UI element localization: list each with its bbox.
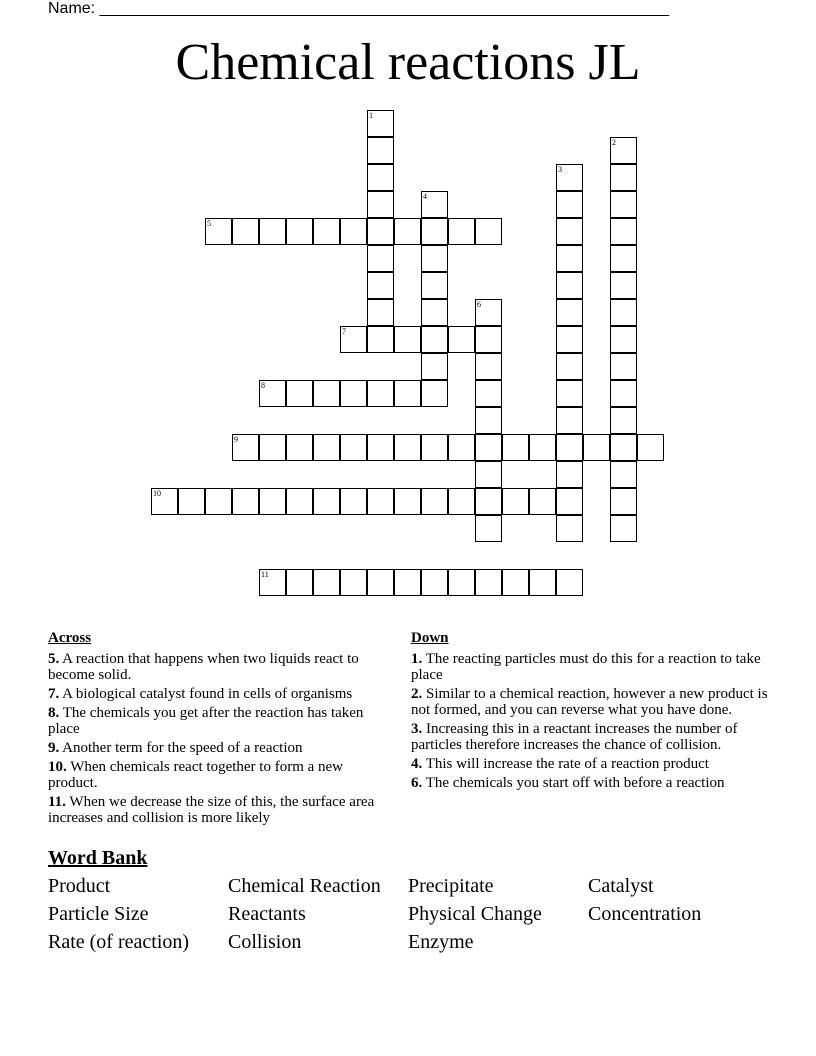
clue-text: When chemicals react together to form a new product. — [48, 759, 344, 791]
clue-text: Similar to a chemical reaction, however a new product is not formed, and you can reverse what you have done. — [411, 686, 768, 718]
crossword-cell[interactable] — [556, 434, 583, 461]
crossword-cell[interactable] — [340, 569, 367, 596]
crossword-cell[interactable] — [394, 569, 421, 596]
down-clue-list — [411, 651, 771, 791]
clue-number-label: 6. — [411, 775, 423, 791]
crossword-cell[interactable] — [367, 434, 394, 461]
clue-number-label: 3. — [411, 721, 423, 737]
crossword-cell[interactable] — [367, 245, 394, 272]
crossword-cell[interactable] — [529, 434, 556, 461]
crossword-cell[interactable] — [610, 299, 637, 326]
crossword-cell[interactable] — [367, 488, 394, 515]
crossword-cell[interactable] — [313, 218, 340, 245]
word-bank-item: Physical Change — [408, 903, 542, 925]
crossword-cell[interactable] — [556, 299, 583, 326]
word-bank-item: Reactants — [228, 903, 306, 925]
crossword-cell[interactable] — [259, 488, 286, 515]
clue-number: 1 — [369, 111, 373, 120]
crossword-cell[interactable] — [259, 569, 286, 596]
page-title: Chemical reactions JL — [175, 34, 641, 91]
down-heading: Down — [411, 630, 449, 646]
crossword-cell[interactable] — [421, 272, 448, 299]
crossword-cell[interactable] — [610, 272, 637, 299]
crossword-cell[interactable] — [313, 488, 340, 515]
crossword-cell[interactable] — [610, 218, 637, 245]
crossword-cell[interactable] — [313, 380, 340, 407]
across-clue — [48, 651, 388, 683]
word-bank-item: Concentration — [588, 903, 702, 925]
crossword-cell[interactable] — [151, 488, 178, 515]
crossword-cell[interactable] — [421, 569, 448, 596]
crossword-cell[interactable] — [313, 569, 340, 596]
clue-number-label: 1. — [411, 651, 423, 667]
word-bank — [48, 872, 768, 956]
clue-number: 3 — [558, 165, 562, 174]
crossword-cell[interactable] — [448, 569, 475, 596]
down-clues — [411, 630, 771, 794]
crossword-cell[interactable] — [394, 434, 421, 461]
word-bank-item: Product — [48, 875, 111, 897]
crossword-cell[interactable] — [502, 434, 529, 461]
crossword-cell[interactable] — [610, 326, 637, 353]
word-bank-item: Catalyst — [588, 875, 654, 897]
crossword-cell[interactable] — [394, 218, 421, 245]
crossword-cell[interactable] — [367, 110, 394, 137]
crossword-cell[interactable] — [259, 218, 286, 245]
word-bank-item: Chemical Reaction — [228, 875, 381, 897]
crossword-cell[interactable] — [610, 137, 637, 164]
crossword-cell[interactable] — [556, 569, 583, 596]
crossword-cell[interactable] — [529, 488, 556, 515]
crossword-cell[interactable] — [475, 461, 502, 488]
down-clue — [411, 721, 771, 753]
crossword-cell[interactable] — [286, 218, 313, 245]
crossword-cell[interactable] — [367, 272, 394, 299]
crossword-cell[interactable] — [475, 515, 502, 542]
crossword-cell[interactable] — [475, 326, 502, 353]
word-bank-item: Precipitate — [408, 875, 494, 897]
crossword-cell[interactable] — [421, 434, 448, 461]
crossword-cell[interactable] — [448, 434, 475, 461]
crossword-cell[interactable] — [610, 461, 637, 488]
clue-text: The reacting particles must do this for a reaction to take place — [411, 651, 761, 683]
crossword-cell[interactable] — [475, 569, 502, 596]
word-bank-heading: Word Bank — [48, 847, 148, 869]
crossword-cell[interactable] — [610, 245, 637, 272]
clue-number: 8 — [261, 381, 265, 390]
crossword-cell[interactable] — [178, 488, 205, 515]
crossword-cell[interactable] — [556, 488, 583, 515]
down-clue — [411, 775, 771, 791]
crossword-cell[interactable] — [610, 407, 637, 434]
clue-number: 5 — [207, 219, 211, 228]
crossword-cell[interactable] — [610, 488, 637, 515]
clue-number-label: 11. — [48, 794, 66, 810]
crossword-cell[interactable] — [367, 569, 394, 596]
crossword-cell[interactable] — [367, 299, 394, 326]
crossword-cell[interactable] — [367, 164, 394, 191]
crossword-cell[interactable] — [475, 218, 502, 245]
crossword-cell[interactable] — [529, 569, 556, 596]
clue-number: 10 — [153, 489, 161, 498]
crossword-cell[interactable] — [475, 407, 502, 434]
down-clue — [411, 651, 771, 683]
clue-text: Increasing this in a reactant increases the number of particles therefore increases the chance of collision. — [411, 721, 738, 753]
crossword-cell[interactable] — [556, 245, 583, 272]
clue-text: When we decrease the size of this, the surface area increases and collision is more likely — [48, 794, 375, 826]
crossword-cell[interactable] — [340, 488, 367, 515]
crossword-cell[interactable] — [340, 218, 367, 245]
crossword-cell[interactable] — [448, 488, 475, 515]
word-bank-item: Particle Size — [48, 903, 149, 925]
crossword-cell[interactable] — [286, 434, 313, 461]
crossword-cell[interactable] — [286, 380, 313, 407]
crossword-cell[interactable] — [394, 326, 421, 353]
clue-number: 9 — [234, 435, 238, 444]
down-clue — [411, 686, 771, 718]
crossword-cell[interactable] — [556, 461, 583, 488]
across-clues — [48, 630, 388, 829]
crossword-cell[interactable] — [205, 218, 232, 245]
clue-number-label: 8. — [48, 705, 60, 721]
crossword-cell[interactable] — [205, 488, 232, 515]
across-heading: Across — [48, 630, 92, 646]
crossword-cell[interactable] — [421, 353, 448, 380]
crossword-cell[interactable] — [637, 434, 664, 461]
crossword-cell[interactable] — [502, 488, 529, 515]
crossword-cell[interactable] — [610, 353, 637, 380]
crossword-cell[interactable] — [232, 488, 259, 515]
crossword-cell[interactable] — [610, 164, 637, 191]
crossword-cell[interactable] — [583, 434, 610, 461]
clue-number: 7 — [342, 327, 346, 336]
clue-number: 4 — [423, 192, 427, 201]
crossword-cell[interactable] — [556, 515, 583, 542]
crossword-cell[interactable] — [421, 380, 448, 407]
crossword-cell[interactable] — [367, 137, 394, 164]
crossword-cell[interactable] — [556, 407, 583, 434]
crossword-cell[interactable] — [556, 164, 583, 191]
crossword-cell[interactable] — [232, 434, 259, 461]
clue-number: 6 — [477, 300, 481, 309]
across-clue — [48, 740, 388, 756]
across-clue-list — [48, 651, 388, 826]
crossword-cell[interactable] — [394, 380, 421, 407]
clue-number-label: 4. — [411, 756, 423, 772]
clue-number-label: 7. — [48, 686, 60, 702]
crossword-cell[interactable] — [367, 218, 394, 245]
clue-number-label: 10. — [48, 759, 67, 775]
clue-number: 2 — [612, 138, 616, 147]
crossword-cell[interactable] — [286, 488, 313, 515]
crossword-cell[interactable] — [421, 488, 448, 515]
crossword-cell[interactable] — [610, 434, 637, 461]
crossword-cell[interactable] — [259, 380, 286, 407]
across-clue — [48, 686, 388, 702]
crossword-cell[interactable] — [232, 218, 259, 245]
crossword-cell[interactable] — [367, 380, 394, 407]
crossword-cell[interactable] — [394, 488, 421, 515]
clue-text: The chemicals you get after the reaction has taken place — [48, 705, 364, 737]
clue-number-label: 9. — [48, 740, 60, 756]
crossword-cell[interactable] — [556, 380, 583, 407]
clue-number-label: 2. — [411, 686, 423, 702]
name-field[interactable]: Name: ________________________________________________________________ — [48, 0, 670, 17]
across-clue — [48, 794, 388, 826]
crossword-cell[interactable] — [475, 434, 502, 461]
crossword-cell[interactable] — [556, 191, 583, 218]
crossword-cell[interactable] — [421, 218, 448, 245]
clue-text: Another term for the speed of a reaction — [59, 740, 303, 756]
word-bank-item: Rate (of reaction) — [48, 931, 190, 953]
crossword-cell[interactable] — [286, 569, 313, 596]
crossword-cell[interactable] — [340, 380, 367, 407]
clue-number: 11 — [261, 570, 269, 579]
crossword-cell[interactable] — [556, 353, 583, 380]
crossword-cell[interactable] — [448, 218, 475, 245]
crossword-cell[interactable] — [556, 326, 583, 353]
crossword-cell[interactable] — [367, 191, 394, 218]
clue-number-label: 5. — [48, 651, 60, 667]
word-bank-item: Collision — [228, 931, 302, 953]
crossword-cell[interactable] — [340, 434, 367, 461]
crossword-cell[interactable] — [556, 218, 583, 245]
clue-text: This will increase the rate of a reaction product — [422, 756, 709, 772]
crossword-cell[interactable] — [475, 380, 502, 407]
crossword-cell[interactable] — [259, 434, 286, 461]
crossword-cell[interactable] — [421, 326, 448, 353]
crossword-cell[interactable] — [421, 245, 448, 272]
crossword-cell[interactable] — [475, 299, 502, 326]
crossword-cell[interactable] — [340, 326, 367, 353]
across-clue — [48, 759, 388, 791]
crossword-cell[interactable] — [448, 326, 475, 353]
crossword-cell[interactable] — [421, 299, 448, 326]
crossword-cell[interactable] — [610, 380, 637, 407]
across-clue — [48, 705, 388, 737]
crossword-cell[interactable] — [367, 326, 394, 353]
crossword-cell[interactable] — [610, 515, 637, 542]
crossword-cell[interactable] — [610, 191, 637, 218]
clue-text: A biological catalyst found in cells of organisms — [59, 686, 353, 702]
crossword-cell[interactable] — [475, 488, 502, 515]
crossword-cell[interactable] — [475, 353, 502, 380]
crossword-cell[interactable] — [556, 272, 583, 299]
clue-text: A reaction that happens when two liquids react to become solid. — [48, 651, 359, 683]
down-clue — [411, 756, 771, 772]
crossword-cell[interactable] — [502, 569, 529, 596]
word-bank-item: Enzyme — [408, 931, 474, 953]
crossword-cell[interactable] — [313, 434, 340, 461]
clue-text: The chemicals you start off with before a reaction — [422, 775, 725, 791]
crossword-cell[interactable] — [421, 191, 448, 218]
